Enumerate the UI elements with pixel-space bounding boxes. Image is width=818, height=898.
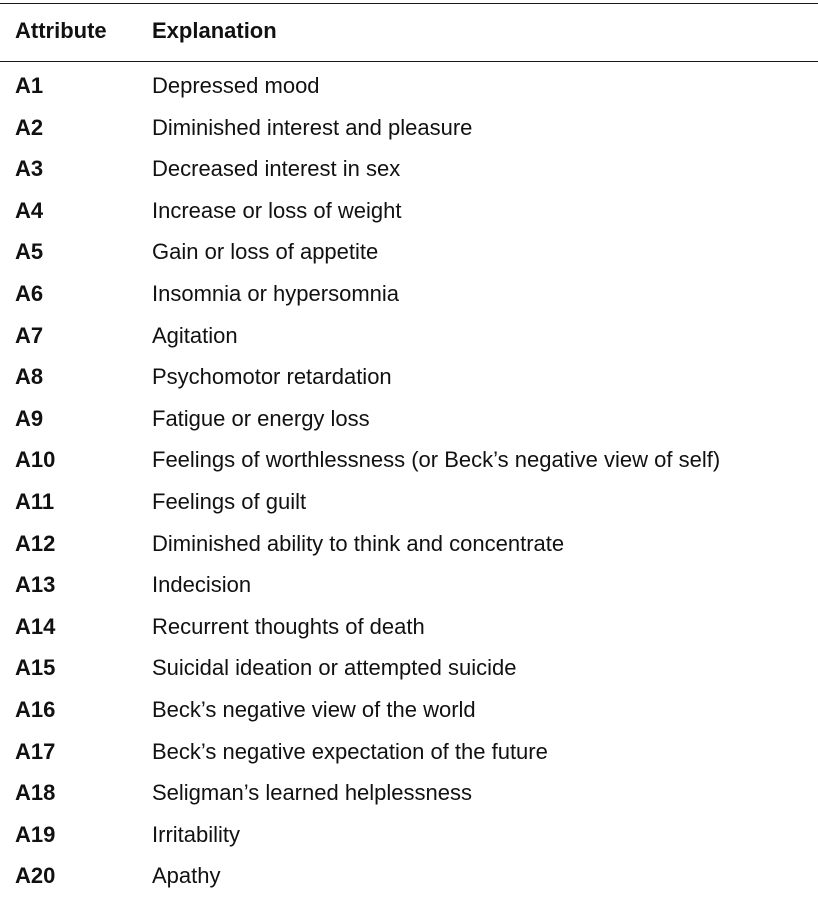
- table-header-row: [0, 4, 818, 61]
- explanation-cell: Depressed mood: [152, 73, 320, 98]
- explanation-cell: Seligman’s learned helplessness: [152, 780, 473, 806]
- attribute-cell: A17: [15, 738, 56, 764]
- explanation-cell: Irritability: [152, 821, 241, 847]
- attribute-cell: A15: [15, 655, 56, 681]
- attribute-cell: A19: [15, 821, 56, 847]
- table-row: [0, 565, 818, 607]
- table-row: [0, 815, 818, 857]
- explanation-cell: Feelings of worthlessness (or Beck’s negative view of self): [152, 447, 721, 473]
- explanation-cell: Psychomotor retardation: [152, 364, 392, 390]
- attribute-cell: A2: [15, 114, 44, 140]
- explanation-cell: Agitation: [152, 322, 238, 348]
- table-row: [0, 108, 818, 150]
- explanation-cell: Increase or loss of weight: [152, 197, 402, 223]
- explanation-cell: Beck’s negative view of the world: [152, 696, 476, 722]
- table-row: [0, 274, 818, 316]
- explanation-cell: Insomnia or hypersomnia: [152, 280, 400, 306]
- attribute-cell: A7: [15, 322, 44, 348]
- table-row: [0, 191, 818, 233]
- column-header-explanation: Explanation: [152, 18, 277, 43]
- explanation-cell: Diminished interest and pleasure: [152, 114, 473, 140]
- attribute-cell: A3: [15, 156, 44, 182]
- column-header-attribute: Attribute: [15, 18, 107, 43]
- explanation-cell: Diminished ability to think and concentrate: [152, 530, 565, 556]
- table-row: [0, 607, 818, 649]
- table-row: [0, 773, 818, 815]
- explanation-cell: Indecision: [152, 572, 252, 598]
- attribute-cell: A4: [15, 197, 44, 223]
- table-row: [0, 440, 818, 482]
- attribute-cell: A6: [15, 280, 44, 306]
- table-row: [0, 648, 818, 690]
- table-row: [0, 357, 818, 399]
- attribute-cell: A5: [15, 239, 44, 265]
- attribute-cell: A12: [15, 530, 56, 556]
- explanation-cell: Recurrent thoughts of death: [152, 613, 425, 639]
- attribute-cell: A8: [15, 364, 44, 390]
- table-row: [0, 732, 818, 774]
- explanation-cell: Fatigue or energy loss: [152, 405, 370, 431]
- table-row: [0, 66, 818, 108]
- table-body: [0, 62, 818, 898]
- attribute-cell: A1: [15, 73, 44, 98]
- table-row: [0, 149, 818, 191]
- attribute-cell: A14: [15, 613, 56, 639]
- attribute-cell: A10: [15, 447, 56, 473]
- attribute-cell: A18: [15, 780, 56, 806]
- explanation-cell: Gain or loss of appetite: [152, 239, 379, 265]
- explanation-cell: Suicidal ideation or attempted suicide: [152, 655, 517, 681]
- explanation-cell: Beck’s negative expectation of the future: [152, 738, 548, 764]
- attribute-cell: A13: [15, 572, 56, 598]
- table-row: [0, 316, 818, 358]
- explanation-cell: Feelings of guilt: [152, 488, 307, 514]
- attribute-cell: A16: [15, 696, 56, 722]
- explanation-cell: Decreased interest in sex: [152, 156, 401, 182]
- table-row: [0, 690, 818, 732]
- table-row: [0, 399, 818, 441]
- attribute-cell: A9: [15, 405, 44, 431]
- attribute-cell: A11: [15, 488, 55, 514]
- attribute-cell: A20: [15, 863, 56, 889]
- table-row: [0, 232, 818, 274]
- table-row: [0, 482, 818, 524]
- table-row: [0, 524, 818, 566]
- table-row: [0, 856, 818, 898]
- explanation-cell: Apathy: [152, 863, 221, 889]
